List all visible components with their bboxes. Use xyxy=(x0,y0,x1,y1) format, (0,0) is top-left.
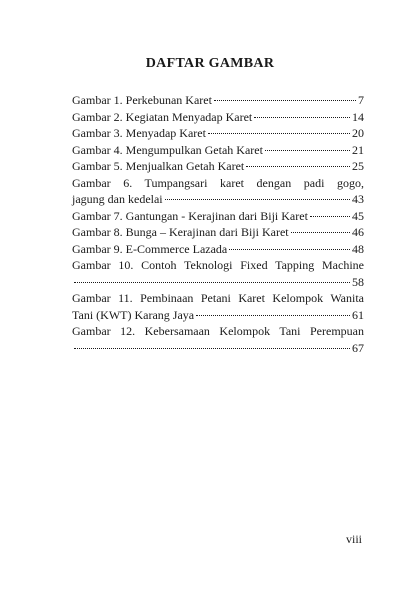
dot-leader xyxy=(310,216,350,217)
dot-leader xyxy=(74,348,350,349)
figure-entry xyxy=(72,257,364,290)
dot-leader xyxy=(254,117,350,118)
figure-page-number: 20 xyxy=(352,126,364,140)
figure-entry xyxy=(72,175,364,208)
figure-caption: Gambar 8. Bunga – Kerajinan dari Biji Karet xyxy=(72,225,289,239)
figure-caption-last-line xyxy=(72,307,364,324)
figure-caption: Gambar 9. E-Commerce Lazada xyxy=(72,241,228,256)
dot-leader xyxy=(291,232,350,233)
figure-page-number: 58 xyxy=(352,274,364,289)
figure-caption: Gambar 2. Kegiatan Menyadap Karet xyxy=(72,109,253,124)
figure-page-number: 61 xyxy=(352,307,364,322)
figure-caption-last-line xyxy=(72,191,364,208)
figure-caption: Gambar 6. Tumpangsari karet dengan padi gogo, xyxy=(72,175,364,190)
figure-entry xyxy=(72,290,364,323)
page-title: DAFTAR GAMBAR xyxy=(145,56,275,71)
figure-page-number: 25 xyxy=(352,159,364,173)
figure-caption: Gambar 10. Contoh Teknologi Fixed Tapping Machine xyxy=(72,258,364,272)
dot-leader xyxy=(196,315,350,316)
figure-caption: Gambar 11. Pembinaan Petani Karet Kelompok Wanita xyxy=(72,291,364,305)
figure-page-number: 7 xyxy=(358,93,364,107)
dot-leader xyxy=(208,133,350,134)
dot-leader xyxy=(246,166,350,167)
page-number: viii xyxy=(345,532,362,546)
figure-caption: Gambar 12. Kebersamaan Kelompok Tani Perempuan xyxy=(72,324,364,338)
figure-caption: Gambar 4. Mengumpulkan Getah Karet xyxy=(72,142,263,157)
figure-entry xyxy=(72,224,364,241)
figure-page-number: 21 xyxy=(352,142,364,157)
figure-caption: Gambar 3. Menyadap Karet xyxy=(72,126,206,140)
figure-entry xyxy=(72,241,364,258)
dot-leader xyxy=(74,282,350,283)
dot-leader xyxy=(165,199,350,200)
figure-entry xyxy=(72,323,364,356)
figure-page-number: 48 xyxy=(352,241,364,256)
figure-caption-last-line xyxy=(72,274,364,291)
figure-caption: Gambar 7. Gantungan - Kerajinan dari Biji Karet xyxy=(72,208,308,223)
figure-page-number: 45 xyxy=(352,208,364,223)
figure-page-number: 43 xyxy=(352,192,364,206)
figure-page-number: 67 xyxy=(352,340,364,355)
figure-entry xyxy=(72,92,364,109)
dot-leader xyxy=(214,100,356,101)
figure-entry xyxy=(72,125,364,142)
figure-page-number: 14 xyxy=(352,109,364,124)
figure-caption: Tani (KWT) Karang Jaya xyxy=(72,307,195,322)
figure-caption: jagung dan kedelai xyxy=(72,192,163,206)
figure-page-number: 46 xyxy=(352,225,364,239)
dot-leader xyxy=(265,150,350,151)
figure-caption: Gambar 5. Menjualkan Getah Karet xyxy=(72,159,245,173)
figure-list xyxy=(72,92,364,356)
figure-entry xyxy=(72,109,364,126)
figure-entry xyxy=(72,158,364,175)
figure-entry xyxy=(72,142,364,159)
figure-caption-last-line xyxy=(72,340,364,357)
figure-entry xyxy=(72,208,364,225)
dot-leader xyxy=(229,249,350,250)
figure-caption: Gambar 1. Perkebunan Karet xyxy=(72,93,212,107)
